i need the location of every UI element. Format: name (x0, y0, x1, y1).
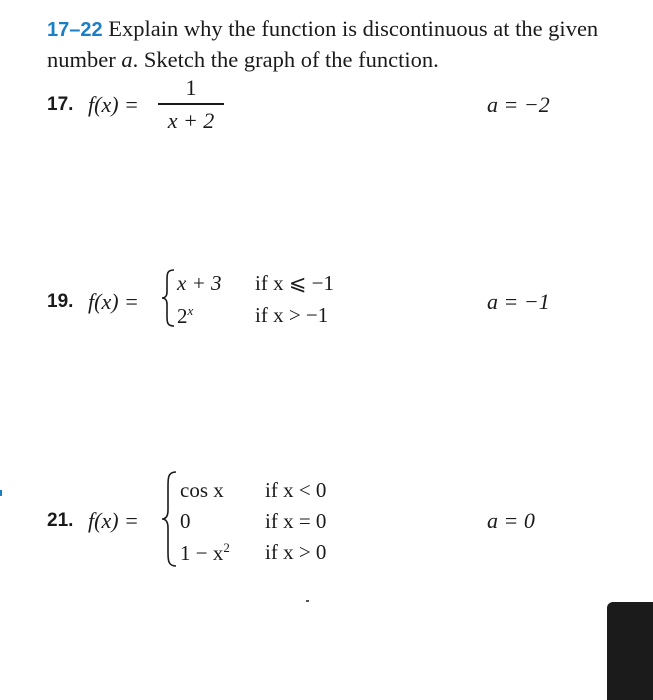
problem-19-brace (160, 268, 176, 328)
problem-21-case3-expr (180, 540, 230, 566)
exercise-heading (47, 14, 637, 74)
problem-21-case2-expr: 0 (180, 509, 191, 533)
problem-21-case1-text: cos x (180, 478, 224, 502)
problem-19-case2-exp: x (187, 303, 194, 318)
problem-19-case2-expr (177, 303, 193, 329)
problem-19-case1-expr: x + 3 (177, 271, 222, 295)
problem-17-numerator: 1 (185, 75, 197, 100)
problem-21-brace (160, 470, 178, 568)
fraction-bar (158, 103, 224, 105)
problem-21-number: 21. (47, 510, 74, 531)
dark-corner-panel (607, 602, 653, 700)
problem-17-a-value: a = −2 (487, 92, 550, 117)
problem-17-fraction (158, 75, 224, 134)
problem-19-case1-cond: if x ⩽ −1 (255, 271, 335, 295)
problem-19-case2-cond: if x > −1 (255, 303, 329, 327)
edge-mark (0, 490, 2, 496)
problem-17-number: 17. (47, 94, 74, 115)
exercise-range: 17–22 (47, 19, 103, 41)
problem-21-case1-cond: if x < 0 (265, 478, 327, 502)
problem-19-case2-base: 2 (177, 304, 188, 328)
heading-text-1: Explain why the function is discontinuous at the given number (47, 16, 599, 72)
stray-dot (306, 600, 309, 602)
problem-21-case3-cond: if x > 0 (265, 540, 327, 564)
problem-21-case2-cond: if x = 0 (265, 509, 327, 533)
problem-21-case3-base: 1 − x (180, 541, 224, 565)
problem-21-case3-exp: 2 (223, 540, 230, 555)
problem-19-a-value: a = −1 (487, 289, 550, 314)
problem-21-lhs: f(x) = (88, 508, 139, 533)
heading-var-a: a (121, 47, 133, 72)
problem-21-case1-expr (180, 478, 224, 503)
problem-19-number: 19. (47, 291, 74, 312)
heading-text-2: . Sketch the graph of the function. (132, 47, 439, 72)
problem-19-lhs: f(x) = (88, 289, 139, 314)
problem-17-denominator: x + 2 (167, 107, 215, 133)
problem-17-lhs: f(x) = (88, 92, 139, 117)
problem-21-a-value: a = 0 (487, 508, 535, 533)
